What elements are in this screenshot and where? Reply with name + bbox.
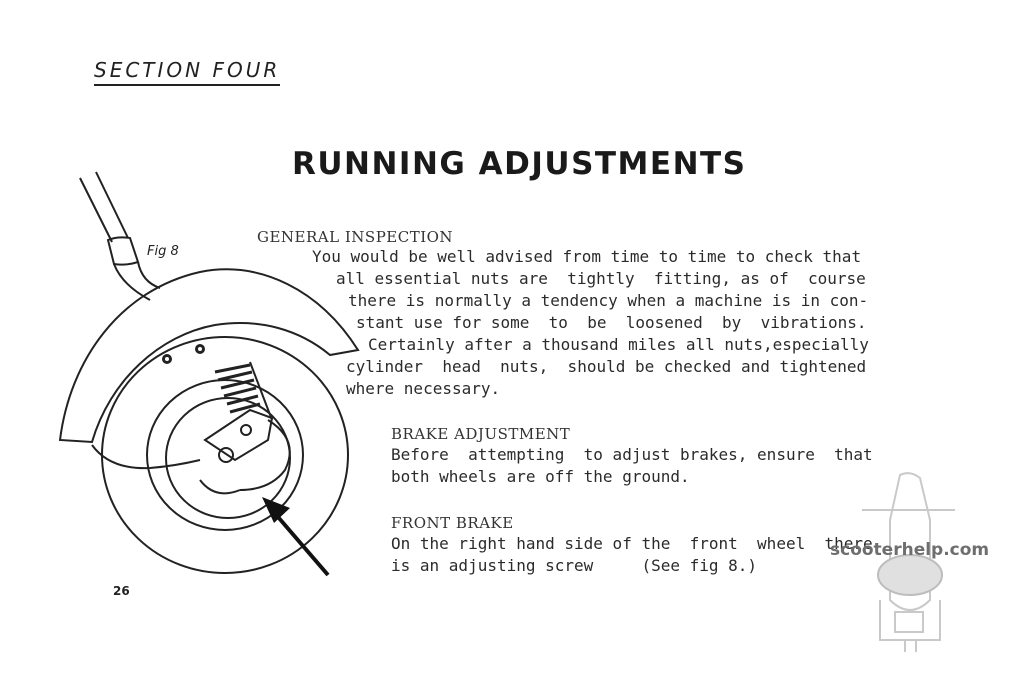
page-number: 26 — [113, 584, 130, 598]
general-inspection-line: where necessary. — [346, 379, 501, 398]
general-inspection-line: there is normally a tendency when a machine is in con- — [348, 291, 869, 310]
general-inspection-line: all essential nuts are tightly fitting, as of course — [336, 269, 866, 288]
brake-adjustment-line: both wheels are off the ground. — [391, 467, 690, 486]
general-inspection-line: You would be well advised from time to time to check that — [312, 247, 862, 266]
watermark-text: scooterhelp.com — [830, 540, 990, 560]
general-inspection-line: stant use for some to be loosened by vibrations. — [356, 313, 867, 332]
page-title: RUNNING ADJUSTMENTS — [292, 146, 747, 182]
section-heading-underline — [94, 84, 280, 86]
front-brake-heading: FRONT BRAKE — [391, 514, 514, 532]
brake-adjustment-line: Before attempting to adjust brakes, ensure that — [391, 445, 873, 464]
figure-label: Fig 8 — [147, 244, 179, 259]
front-brake-line: On the right hand side of the front wheel there — [391, 534, 873, 553]
general-inspection-line: cylinder head nuts, should be checked and tightened — [346, 357, 867, 376]
section-heading: SECTION FOUR — [94, 58, 281, 82]
general-inspection-heading: GENERAL INSPECTION — [257, 228, 454, 246]
brake-adjustment-heading: BRAKE ADJUSTMENT — [391, 425, 571, 443]
front-brake-line: is an adjusting screw (See fig 8.) — [391, 556, 758, 575]
scooter-watermark-graphic — [862, 473, 955, 652]
general-inspection-line: Certainly after a thousand miles all nuts,especially — [368, 335, 869, 354]
